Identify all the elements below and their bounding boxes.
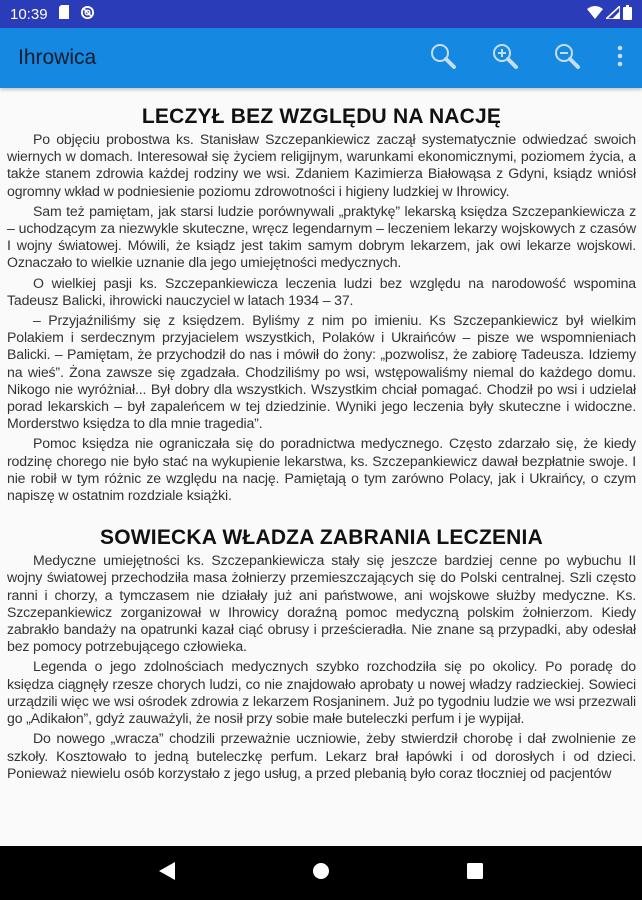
paragraph: Do nowego „wracza” chodzili przeważnie uczniowie, żeby stwierdził chorobę i dał zwolnienie ze szkoły. Kosztowało to jedną buteleczkę perfum. Lekarz brał łapówki i od dorosłych i od dzieci. Ponieważ niewielu osób korzystało z jego usług, a przed plebanią było coraz tłoczniej od pacjentów <box>7 730 636 781</box>
paragraph: Pomoc księdza nie ograniczała się do poradnictwa medycznego. Często zdarzało się, że kiedy rodzinę chorego nie było stać na wykupienie lekarstwa, ks. Szczepankiewicz dawał bezpłatnie swoje. I nie robił w tym różnic ze względu na nację. Pamiętają o tym zarówno Polacy, jak i Ukraińcy, o czym napiszę w ostatnim rozdziale książki. <box>7 435 636 504</box>
navigation-bar <box>0 846 642 900</box>
sd-card-icon <box>58 5 70 23</box>
paragraph: Po objęciu probostwa ks. Stanisław Szczepankiewicz zaczął systematycznie odwiedzać swoich wiernych w domach. Interesował się życiem religijnym, warunkami ekonomicznymi, poziomem życia, a także stanem zdrowia każdej rodziny we wsi. Zdaniem Kazimierza Białowąsa z Gdyni, ksiądz wniósł ogromny wkład w podniesienie poziomu zdrowotności i higieny ludzkiej w Ihrowicy. <box>7 131 636 199</box>
status-left <box>10 5 95 24</box>
section-heading: LECZYŁ BEZ WZGLĘDU NA NACJĘ <box>141 105 502 128</box>
home-circle-icon <box>312 862 330 885</box>
app-title: Ihrowica <box>18 46 97 69</box>
home-button[interactable] <box>291 846 351 900</box>
cell-signal-icon <box>606 6 620 23</box>
status-right <box>587 5 632 24</box>
app-actions <box>412 28 642 88</box>
more-options-button[interactable] <box>598 28 642 88</box>
recents-square-icon <box>467 863 483 884</box>
paragraph: O wielkiej pasji ks. Szczepankiewicza leczenia ludzi bez względu na narodowość wspomina Tadeusz Balicki, ihrowicki nauczyciel w latach 1934 – 37. <box>7 274 636 308</box>
article-content[interactable] <box>0 88 642 846</box>
back-triangle-icon <box>159 862 175 885</box>
zoom-out-icon <box>553 42 581 75</box>
zoom-out-button[interactable] <box>536 28 598 88</box>
wifi-icon <box>587 6 603 23</box>
battery-icon <box>623 5 632 24</box>
section-heading: SOWIECKA WŁADZA ZABRANIA LECZENIA <box>100 526 543 550</box>
search-button[interactable] <box>412 28 474 88</box>
paragraph: – Przyjaźniliśmy się z księdzem. Byliśmy z nim po imieniu. Ks Szczepankiewicz był wielkim Polakiem i serdecznym przyjacielem wszystkich, Polaków i Ukraińców – pisze we wspomnieniach Balicki. – Pamiętam, że przychodził do nas i mówił do żony: „pozwolisz, że zabiorę Tadeusza. Idziemy na wieś”. Żona zawsze się zgadzała. Chodziliśmy po wsi, wstępowaliśmy niemal do każdego domu. Nikogo nie wyróżniał... Był dobry dla wszystkich. Wszystkim chciał pomagać. Chodził po wsi i udzielał porad lekarskich – był zapaleńcem w tej dziedzinie. Wyniki jego leczenia były skuteczne i widoczne. Morderstwo księdza to dla mnie tragedia”. <box>7 312 636 432</box>
back-button[interactable] <box>137 846 197 900</box>
status-time: 10:39 <box>10 5 48 23</box>
recents-button[interactable] <box>445 846 505 900</box>
data-saver-icon <box>80 5 95 24</box>
paragraph: Sam też pamiętam, jak starsi ludzie porównywali „praktykę” lekarską księdza Szczepankiewicza z – uchodzącym za niezwykle skuteczne, wręcz legendarnym – leczeniem lekarzy wojskowych z czasów I wojny światowej. Mówili, że ksiądz jest takim samym dobrym lekarzem, jak owi lekarze wojskowi. Oznaczało to wielkie uznanie dla jego umiejętności medycznych. <box>7 202 636 271</box>
paragraph: Medyczne umiejętności ks. Szczepankiewicza stały się jeszcze bardziej cenne po wybuchu II wojny światowej przechodziła masa żołnierzy przemieszczających się do Polski centralnej. Szli często ranni i chorzy, a tymczasem nie działały już ani państwowe, ani wojskowe służby medyczne. Ks. Szczepankiewicz zorganizował w Ihrowicy doraźną pomoc medyczną polskim żołnierzom. Kiedy zabrakło bandaży na opatrunki kazał ciąć obrusy i prześcieradła. Nie znane są przypadki, aby odesłał bez pomocy potrzebującego człowieka. <box>7 552 636 655</box>
zoom-in-icon <box>491 42 519 75</box>
zoom-in-button[interactable] <box>474 28 536 88</box>
search-icon <box>429 42 457 75</box>
more-vert-icon <box>617 45 623 72</box>
status-bar <box>0 0 642 28</box>
app-bar <box>0 28 642 88</box>
paragraph: Legenda o jego zdolnościach medycznych szybko rozchodziła się po okolicy. Po poradę do księdza ciągnęły rzesze chorych ludzi, co nie znajdowało aprobaty u nowej władzy radzieckiej. Sowieci urządzili więc we wsi ośrodek zdrowia z lekarzem Rosjaninem. Już po tygodniu ludzie we wsi przezwali go „Adikałon”, gdyż zauważyli, że nosił przy sobie małe buteleczki perfum i je wypijał. <box>7 658 636 727</box>
